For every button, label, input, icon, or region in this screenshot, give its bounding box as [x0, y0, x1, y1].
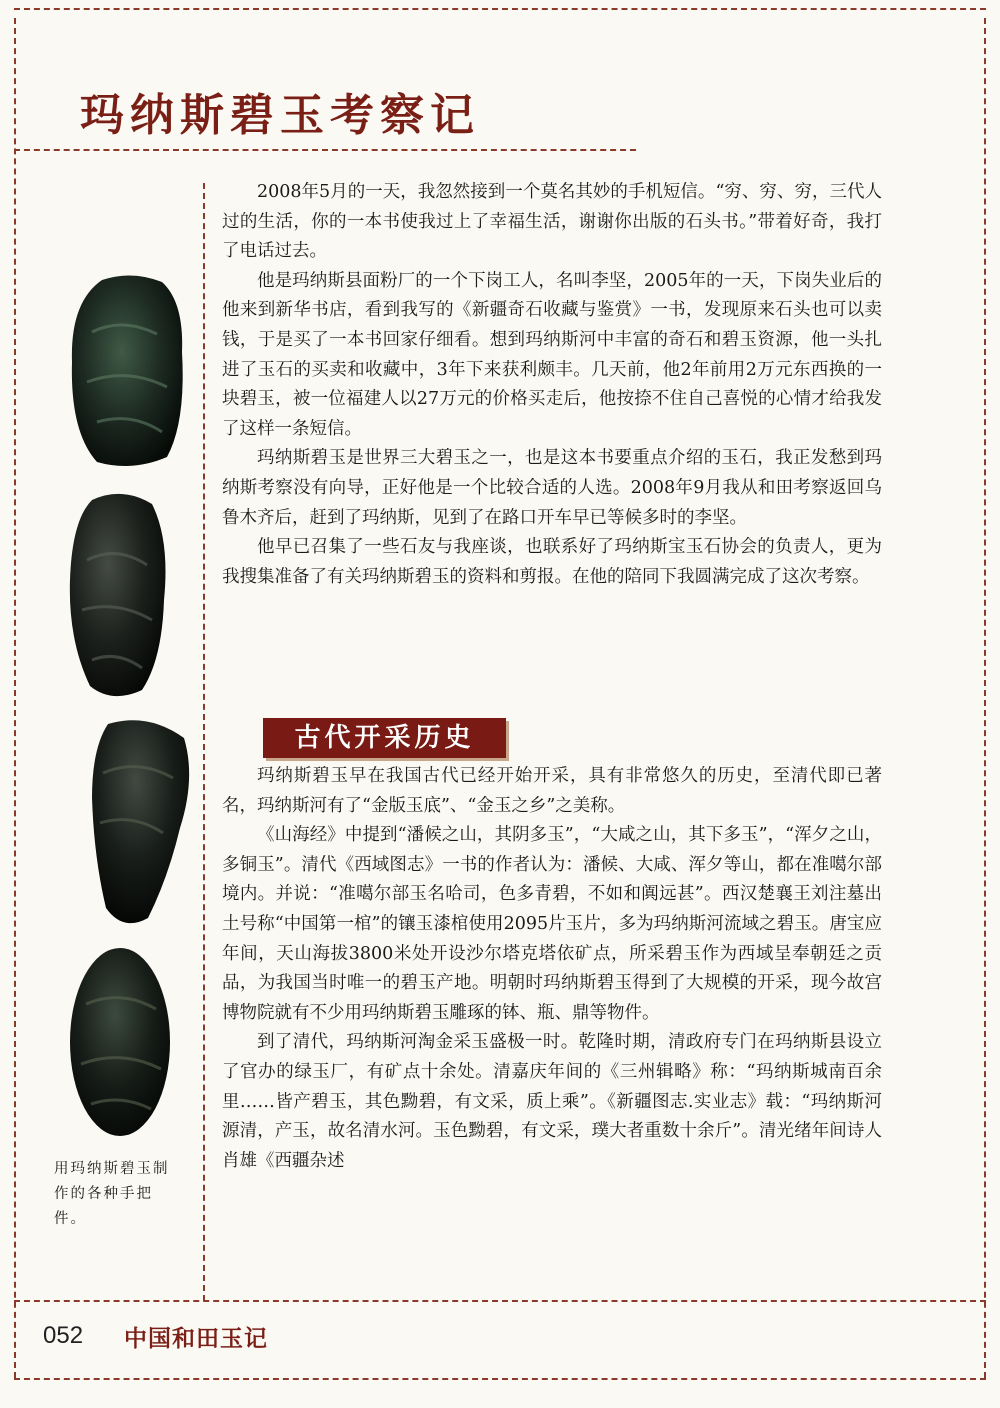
paragraph: 他早已召集了一些石友与我座谈，也联系好了玛纳斯宝玉石协会的负责人，更为我搜集准备了有关玛纳斯碧玉的资料和剪报。在他的陪同下我圆满完成了这次考察。 — [222, 537, 882, 587]
page-number: 052 — [43, 1322, 84, 1349]
jade-carving-photo-4 — [66, 944, 174, 1140]
frame-right-border — [984, 18, 986, 1378]
jade-carving-photo-1 — [62, 272, 192, 472]
frame-top-border — [14, 8, 986, 10]
paragraph: 玛纳斯碧玉早在我国古代已经开始开采，具有非常悠久的历史，至清代即已著名，玛纳斯河有了“金版玉底”、“金玉之乡”之美称。 — [222, 766, 882, 816]
page-title: 玛纳斯碧玉考察记 — [80, 90, 480, 141]
history-text — [222, 762, 882, 1176]
section-heading: 古代开采历史 — [263, 718, 506, 758]
intro-text — [222, 178, 882, 592]
photo-caption: 用玛纳斯碧玉制作的各种手把件。 — [54, 1161, 170, 1227]
frame-left-border — [14, 18, 16, 1378]
frame-bottom-border — [14, 1378, 986, 1380]
paragraph: 2008年5月的一天，我忽然接到一个莫名其妙的手机短信。“穷、穷、穷，三代人过的生活，你的一本书使我过上了幸福生活，谢谢你出版的石头书。”带着好奇，我打了电话过去。 — [222, 182, 882, 262]
jade-carving-photo-3 — [88, 718, 194, 928]
book-title: 中国和田玉记 — [124, 1325, 268, 1352]
paragraph: 他是玛纳斯县面粉厂的一个下岗工人，名叫李坚，2005年的一天，下岗失业后的他来到新华书店，看到我写的《新疆奇石收藏与鉴赏》一书，发现原来石头也可以卖钱，于是买了一本书回家仔细看。想到玛纳斯河中丰富的奇石和碧玉资源，他一头扎进了玉石的买卖和收藏中，3年下来获利颇丰。几天前，他2年前用2万元东西换的一块碧玉，被一位福建人以27万元的价格买走后，他按捺不住自己喜悦的心情才给我发了这样一条短信。 — [222, 270, 882, 439]
paragraph: 玛纳斯碧玉是世界三大碧玉之一，也是这本书要重点介绍的玉石，我正发愁到玛纳斯考察没有向导，正好他是一个比较合适的人选。2008年9月我从和田考察返回乌鲁木齐后，赶到了玛纳斯，见到了在路口开车早已等候多时的李坚。 — [222, 448, 882, 528]
title-underline — [14, 149, 636, 151]
paragraph: 到了清代，玛纳斯河淘金采玉盛极一时。乾隆时期，清政府专门在玛纳斯县设立了官办的绿玉厂，有矿点十余处。清嘉庆年间的《三州辑略》称：“玛纳斯城南百余里……皆产碧玉，其色黝碧，有文采，质上乘”。《新疆图志.实业志》载：“玛纳斯河源清，产玉，故名清水河。玉色黝碧，有文采，璞大者重数十余斤”。清光绪年间诗人肖雄《西疆杂述 — [222, 1032, 882, 1171]
paragraph: 《山海经》中提到“潘候之山，其阴多玉”，“大咸之山，其下多玉”，“浑夕之山，多铜玉”。清代《西域图志》一书的作者认为：潘候、大咸、浑夕等山，都在准噶尔部境内。并说：“准噶尔部玉名哈司，色多青碧，不如和阗远甚”。西汉楚襄王刘注墓出土号称“中国第一棺”的镶玉漆棺使用2095片玉片，多为玛纳斯河流域之碧玉。唐宝应年间，天山海拔3800米处开设沙尔塔克塔依矿点，所采碧玉作为西域呈奉朝廷之贡品，为我国当时唯一的碧玉产地。明朝时玛纳斯碧玉得到了大规模的开采，现今故宫博物院就有不少用玛纳斯碧玉雕琢的钵、瓶、鼎等物件。 — [222, 825, 882, 1023]
footer-rule — [14, 1300, 986, 1302]
column-divider — [203, 183, 205, 1301]
jade-carving-photo-2 — [62, 490, 172, 702]
